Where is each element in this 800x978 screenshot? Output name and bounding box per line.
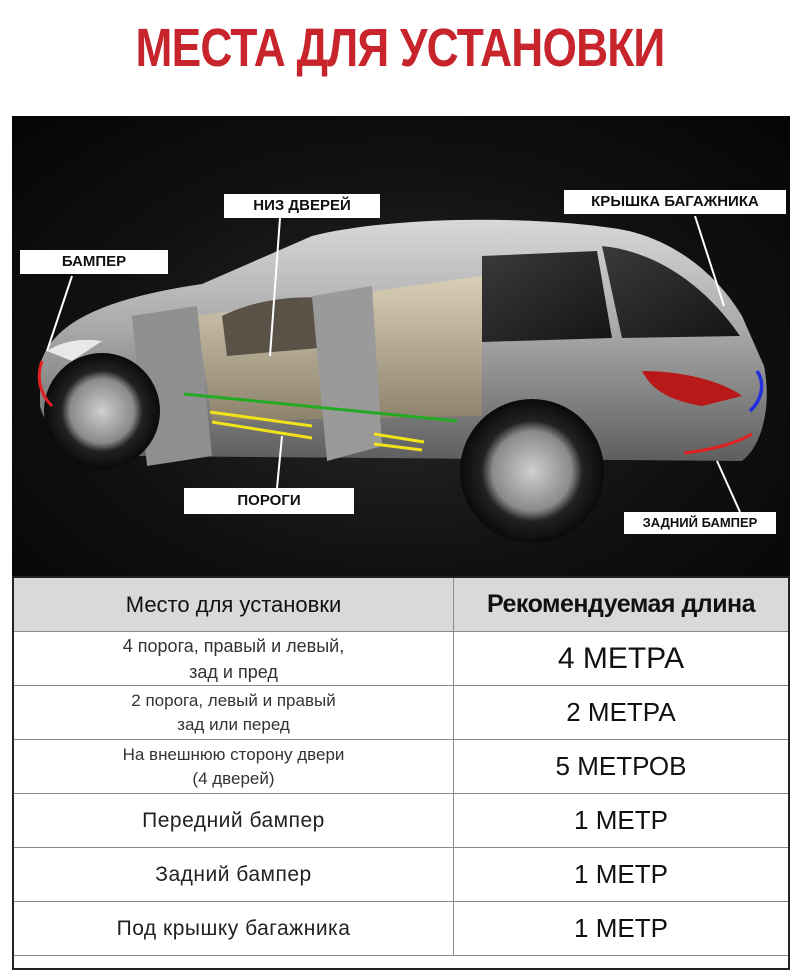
table-row [14, 740, 788, 794]
table-row [14, 794, 788, 848]
table-header-row [14, 578, 788, 632]
table-cell-length: 4 МЕТРА [557, 641, 685, 675]
table-cell-place: Передний бампер [14, 794, 454, 847]
table-cell-place [14, 686, 454, 739]
place-line-1: 4 порога, правый и левый, [122, 635, 345, 656]
table-cell-length: 2 МЕТРА [566, 697, 676, 727]
place-line-2: зад или перед [177, 714, 290, 734]
callout-rear-bumper: ЗАДНИЙ БАМПЕР [624, 512, 776, 534]
car-front-wheel [44, 353, 160, 469]
table-cell-place: Задний бампер [14, 848, 454, 901]
table-cell-place [14, 632, 454, 685]
table-cell-length: 1 МЕТР [574, 913, 668, 943]
place-line-2: (4 дверей) [192, 768, 275, 788]
car-rear-wheel [460, 399, 604, 543]
table-row [14, 848, 788, 902]
table-cell-length: 1 МЕТР [574, 859, 668, 889]
table-cell-length: 5 МЕТРОВ [555, 751, 687, 781]
page-title: МЕСТА ДЛЯ УСТАНОВКИ [135, 18, 665, 78]
table-row [14, 632, 788, 686]
callout-bumper: БАМПЕР [20, 250, 168, 274]
car-illustration [12, 116, 790, 576]
callout-trunk-lid: КРЫШКА БАГАЖНИКА [564, 190, 786, 214]
callout-door-bottom: НИЗ ДВЕРЕЙ [224, 194, 380, 218]
table-row [14, 902, 788, 956]
place-line-1: 2 порога, левый и правый [131, 690, 336, 710]
table-row [14, 686, 788, 740]
car-photo [12, 116, 790, 576]
car-side-window [482, 251, 612, 342]
table-header-length: Рекомендуемая длина [486, 590, 756, 618]
pointer-rear-bumper [717, 461, 740, 512]
table-header-place: Место для установки [14, 578, 454, 631]
table-cell-length: 1 МЕТР [574, 805, 668, 835]
table-cell-place: Под крышку багажника [14, 902, 454, 955]
table-cell-place [14, 740, 454, 793]
place-line-2: зад и пред [189, 661, 278, 682]
callout-sills: ПОРОГИ [184, 488, 354, 514]
length-table [12, 576, 790, 970]
place-line-1: На внешнюю сторону двери [122, 744, 345, 764]
